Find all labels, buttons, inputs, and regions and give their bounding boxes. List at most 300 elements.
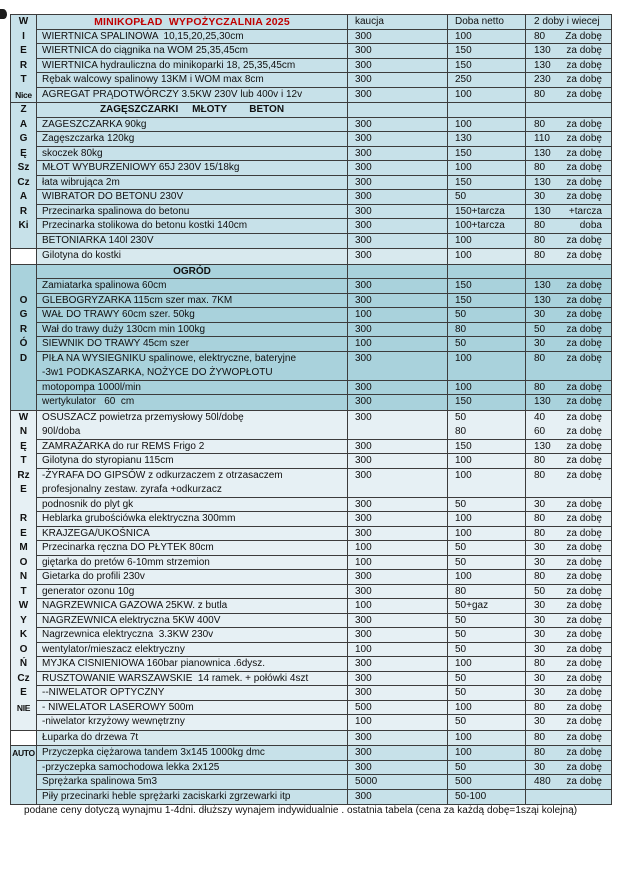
item-cell — [37, 279, 347, 294]
title-cell — [37, 15, 347, 30]
rate-line — [526, 790, 611, 805]
rate-line — [526, 279, 611, 294]
rate-line — [526, 672, 611, 687]
doba-cell — [447, 657, 525, 672]
rate-cell — [525, 30, 611, 45]
section-letter: Ki — [18, 220, 29, 231]
doba-value: 100 — [455, 352, 472, 364]
section-rows — [37, 411, 611, 730]
rate-line — [526, 73, 611, 88]
rate-unit: za dobę — [566, 761, 602, 773]
rate-cell — [525, 746, 611, 761]
rate-unit: za dobę — [566, 147, 602, 159]
section-label-wnetrze-remont-wykonczenie — [11, 411, 37, 730]
table-row — [37, 701, 611, 716]
item-text: Łuparka do drzewa 7t — [42, 731, 139, 743]
rate-cell — [525, 701, 611, 716]
rate-line — [526, 498, 611, 513]
kaucja-cell — [347, 761, 447, 776]
rate-value: 80 — [534, 469, 546, 481]
table-row — [37, 308, 611, 323]
item-cell — [37, 30, 347, 45]
item-text: WAŁ DO TRAWY 60cm szer. 50kg — [42, 309, 195, 320]
rate-value: 130 — [534, 440, 551, 452]
rate-line — [526, 614, 611, 629]
doba-value: 100 — [455, 30, 472, 42]
rate-unit: za dobę — [566, 352, 602, 364]
kaucja-value: 100 — [355, 716, 372, 727]
doba-value: 50 — [455, 643, 467, 655]
doba-cell — [447, 265, 525, 280]
rate-value: 30 — [534, 191, 546, 202]
doba-value: 50 — [455, 716, 467, 727]
rate-value: 480 — [534, 776, 551, 787]
rate-unit: za dobę — [566, 643, 602, 655]
doba-value: 150 — [455, 294, 472, 306]
doba-value: 100 — [455, 701, 472, 713]
rate-value: 30 — [534, 614, 546, 626]
kaucja-value: 100 — [355, 338, 372, 349]
doba-cell — [447, 352, 525, 381]
rate-unit: za dobę — [566, 556, 602, 568]
doba-cell — [447, 73, 525, 88]
rate-line — [526, 585, 611, 600]
rate-unit: za dobę — [566, 585, 602, 597]
doba-cell — [447, 527, 525, 542]
kaucja-value: 300 — [355, 118, 372, 130]
item-text: ZAMRAŻARKA do rur REMS Frigo 2 — [42, 440, 205, 452]
rate-unit: za dobę — [566, 629, 602, 640]
rate-value: 30 — [534, 338, 546, 349]
doba-value: 100 — [455, 513, 472, 524]
price-table — [10, 14, 612, 805]
section-letter: W — [18, 411, 29, 423]
table-row — [37, 411, 611, 440]
rate-unit: za dobę — [566, 614, 602, 626]
rate-line — [526, 512, 611, 527]
rate-unit: za dobę — [566, 118, 602, 130]
section-gilotyna-kostki — [11, 248, 611, 264]
table-row — [37, 132, 611, 147]
kaucja-cell — [347, 59, 447, 74]
rate-cell — [525, 775, 611, 790]
section-letter: Sz — [17, 162, 30, 173]
doba-value: 100 — [455, 469, 472, 481]
rate-cell — [525, 790, 611, 805]
item-text: Heblarka grubościówka elektryczna 300mm — [42, 513, 236, 524]
table-row — [37, 731, 611, 746]
rate-unit: za dobę — [566, 701, 602, 713]
kaucja-cell — [347, 205, 447, 220]
rate-cell — [525, 469, 611, 498]
doba-cell — [447, 731, 525, 746]
rate-value: 30 — [534, 629, 546, 640]
rate-cell — [525, 279, 611, 294]
doba-cell — [447, 556, 525, 571]
kaucja-value: 300 — [355, 672, 372, 684]
doba-value: 100 — [455, 658, 472, 669]
kaucja-cell — [347, 657, 447, 672]
item-text: GLEBOGRYZARKA 115cm szer max. 7KM — [42, 294, 233, 306]
rate-line — [526, 469, 611, 484]
rate-value: 80 — [534, 381, 546, 393]
kaucja-cell — [347, 161, 447, 176]
item-text: -ŻYRAFA DO GIPSÓW z odkurzaczem z otrzasaczem — [42, 469, 283, 481]
kaucja-cell — [347, 643, 447, 658]
rate-value: 80 — [534, 455, 546, 466]
rate-value: 30 — [534, 600, 546, 611]
item-cell — [37, 308, 347, 323]
rate-value: 80 — [534, 658, 546, 669]
rate-value: 130 — [534, 59, 551, 71]
item-text: --NIWELATOR OPTYCZNY — [42, 687, 165, 698]
rate-value: 50 — [534, 323, 546, 335]
kaucja-value: 300 — [355, 147, 372, 159]
rate-value: 80 — [534, 234, 546, 246]
rate-line — [526, 381, 611, 396]
table-row — [37, 30, 611, 45]
rate-value: 60 — [534, 426, 546, 437]
doba-cell — [447, 775, 525, 790]
item-text: -niwelator krzyżowy wewnętrzny — [42, 716, 185, 727]
doba-value: 150 — [455, 59, 472, 71]
section-letter — [11, 498, 36, 513]
kaucja-cell — [347, 103, 447, 118]
rate-cell — [525, 731, 611, 746]
rate-value: 110 — [534, 133, 550, 144]
section-label-wiertnice — [11, 15, 37, 102]
kaucja-cell — [347, 498, 447, 513]
kaucja-value: 300 — [355, 88, 372, 100]
kaucja-cell — [347, 746, 447, 761]
item-text: PIŁA NA WYSIEGNIKU spalinowe, elektryczne, bateryjne — [42, 352, 296, 364]
kaucja-value: 300 — [355, 687, 372, 698]
rate-line — [526, 746, 611, 761]
table-row — [37, 570, 611, 585]
rate-cell — [525, 527, 611, 542]
rate-cell — [525, 352, 611, 381]
rate-cell — [525, 249, 611, 264]
doba-cell — [447, 234, 525, 249]
doba-cell — [447, 205, 525, 220]
kaucja-value: 300 — [355, 220, 372, 231]
item-text: ZAGĘSZCZARKI MŁOTY BETON — [99, 104, 285, 115]
section-letter: E — [20, 527, 27, 539]
doba-cell — [447, 337, 525, 352]
rate-cell — [525, 219, 611, 234]
item-text: Rębak walcowy spalinowy 13KM i WOM max 8cm — [42, 74, 264, 85]
rate-cell — [525, 132, 611, 147]
section-letter: AUTO — [12, 748, 35, 758]
kaucja-value: 300 — [355, 513, 372, 524]
doba-value: 100 — [455, 250, 472, 261]
item-text: Zamiatarka spalinowa 60cm — [42, 280, 167, 291]
doba-value: 150 — [455, 396, 472, 407]
kaucja-value: 300 — [355, 585, 372, 597]
section-letter — [11, 279, 36, 294]
kaucja-cell — [347, 308, 447, 323]
rate-value: 80 — [534, 513, 546, 524]
rate-line — [526, 440, 611, 455]
rate-cell — [525, 73, 611, 88]
kaucja-value: 300 — [355, 162, 372, 173]
kaucja-value: 300 — [355, 571, 372, 582]
item-cell — [37, 337, 347, 352]
doba-value: 50+gaz — [455, 600, 489, 611]
section-letter: G — [19, 309, 28, 320]
rate-line — [526, 731, 611, 746]
doba-cell — [447, 219, 525, 234]
section-letter: Ó — [19, 338, 28, 349]
section-luparka — [11, 730, 611, 746]
table-row — [37, 498, 611, 513]
doba-cell — [447, 30, 525, 45]
doba-cell — [447, 279, 525, 294]
item-text: Przecinarka stolikowa do betonu kostki 140cm — [42, 220, 248, 231]
kaucja-value: 300 — [355, 790, 372, 802]
item-cell — [37, 147, 347, 162]
doba-cell — [447, 790, 525, 805]
section-letter — [11, 366, 36, 381]
rate-cell — [525, 265, 611, 280]
item-cell — [37, 265, 347, 280]
rate-unit: Za dobę — [565, 30, 602, 42]
doba-value: 100 — [455, 88, 472, 100]
section-letter: I — [22, 30, 25, 42]
scan-artifact — [0, 9, 7, 19]
rate-value: 30 — [534, 687, 546, 698]
kaucja-value: 300 — [355, 629, 372, 640]
rate-value: 80 — [534, 118, 546, 130]
rate-line — [526, 570, 611, 585]
rate-unit: za dobę — [566, 571, 602, 582]
item-cell — [37, 249, 347, 264]
rate-value: 130 — [534, 45, 551, 56]
rate-cell — [525, 88, 611, 103]
table-row — [37, 352, 611, 381]
kaucja-cell — [347, 541, 447, 556]
rate-cell — [525, 715, 611, 730]
kaucja-value: 300 — [355, 191, 372, 202]
item-text: Przyczepka ciężarowa tandem 3x145 1000kg dmc — [42, 747, 265, 758]
rate-cell — [525, 44, 611, 59]
doba-cell — [447, 570, 525, 585]
rate-unit: za dobę — [566, 88, 602, 100]
rate-unit: za dobę — [566, 294, 602, 306]
kaucja-cell — [347, 219, 447, 234]
rate-cell — [525, 570, 611, 585]
rate-cell — [525, 205, 611, 220]
section-letter: Rz — [17, 469, 30, 481]
item-cell — [37, 512, 347, 527]
table-row — [37, 628, 611, 643]
section-letter — [11, 395, 36, 410]
section-letter: T — [20, 455, 27, 466]
doba-value: 100 — [455, 571, 472, 582]
section-letter — [11, 715, 36, 730]
rate-line — [526, 118, 611, 133]
table-row — [37, 541, 611, 556]
kaucja-cell — [347, 44, 447, 59]
doba-value: 100 — [455, 527, 472, 539]
doba-cell — [447, 308, 525, 323]
kaucja-cell — [347, 527, 447, 542]
item-cell — [37, 118, 347, 133]
table-row — [37, 761, 611, 776]
rate-value: 130 — [534, 205, 551, 217]
kaucja-value: 300 — [355, 323, 372, 335]
kaucja-value: 5000 — [355, 776, 378, 787]
kaucja-value: 300 — [355, 74, 372, 85]
rate-value: 30 — [534, 716, 546, 727]
rate-value: 30 — [534, 672, 546, 684]
item-text: WIBRATOR DO BETONU 230V — [42, 191, 184, 202]
item-text: WIERTNICA hydrauliczna do minikoparki 18, 25,35,45cm — [42, 59, 296, 71]
rate-value: 130 — [534, 294, 551, 306]
item-cell — [37, 219, 347, 234]
rate-cell — [525, 103, 611, 118]
kaucja-value: 300 — [355, 469, 372, 481]
doba-value: 50 — [455, 556, 467, 568]
rate-unit: za dobę — [566, 672, 602, 684]
kaucja-value: 100 — [355, 643, 372, 655]
rate-unit: za dobę — [566, 396, 602, 407]
rate-line — [526, 395, 611, 410]
item-text: - NIWELATOR LASEROWY 500m — [42, 701, 194, 713]
doba-value: 50 — [455, 542, 467, 553]
table-row — [37, 176, 611, 191]
table-row — [37, 249, 611, 264]
rate-unit: za dobę — [566, 74, 602, 85]
kaucja-value: 300 — [355, 176, 372, 188]
doba-cell — [447, 686, 525, 701]
section-ogrod — [11, 264, 611, 410]
page-title: MINIKOPŁAD WYPOŻYCZALNIA 2025 — [94, 16, 290, 28]
kaucja-value: 300 — [355, 455, 372, 466]
kaucja-value: 300 — [355, 731, 372, 743]
kaucja-cell — [347, 249, 447, 264]
rate-unit: za dobę — [566, 600, 602, 611]
item-text: Piły przecinarki heble sprężarki zaciskarki zgrzewarki itp — [42, 790, 291, 802]
rate-unit: za dobę — [566, 280, 602, 291]
item-cell — [37, 701, 347, 716]
kaucja-cell — [347, 585, 447, 600]
footer-note: podane ceny dotyczą wynajmu 1-4dni. dłuższy wynajem indywidualnie . ostatnia tabela (cena za każdą dobę=1sząi kolejną) — [24, 805, 578, 816]
table-row — [37, 205, 611, 220]
rate-line — [526, 628, 611, 643]
rate-line — [526, 701, 611, 716]
item-text: RUSZTOWANIE WARSZAWSKIE 14 ramek. + połówki 4szt — [42, 672, 309, 684]
table-row — [37, 44, 611, 59]
doba-cell — [447, 161, 525, 176]
rate-line — [526, 219, 611, 234]
doba-cell — [447, 147, 525, 162]
item-cell — [37, 672, 347, 687]
doba-value: 80 — [455, 426, 467, 437]
item-text: skoczek 80kg — [42, 147, 103, 159]
item-text: Gietarka do profili 230v — [42, 571, 145, 582]
doba-value — [455, 265, 525, 280]
item-text: generator ozonu 10g — [42, 585, 135, 597]
doba-cell — [447, 512, 525, 527]
item-text: wentylator/mieszacz elektryczny — [42, 643, 185, 655]
item-text: OGRÓD — [173, 265, 211, 277]
rate-value: 40 — [534, 411, 546, 423]
rate-line — [526, 59, 611, 74]
rate-unit: za dobę — [566, 747, 602, 758]
kaucja-cell — [347, 381, 447, 396]
table-row — [37, 147, 611, 162]
item-cell — [37, 585, 347, 600]
rate-line — [526, 761, 611, 776]
item-cell — [37, 498, 347, 513]
rate-cell — [525, 395, 611, 410]
table-row — [37, 775, 611, 790]
kaucja-cell — [347, 570, 447, 585]
rate-value: 130 — [534, 280, 551, 291]
table-row — [37, 294, 611, 309]
rate-unit: za dobę — [566, 658, 602, 669]
rate-cell — [525, 512, 611, 527]
column-header-2doby — [525, 15, 611, 30]
rate-cell — [525, 161, 611, 176]
section-header-row — [37, 103, 611, 118]
section-letter: Ę — [20, 440, 27, 452]
section-letter: Cz — [17, 672, 30, 684]
section-letter: W — [18, 600, 29, 611]
rate-value: 80 — [534, 527, 546, 539]
rate-line — [526, 411, 611, 426]
section-letter: A — [19, 191, 28, 202]
rate-unit: za dobę — [566, 59, 602, 71]
rate-cell — [525, 294, 611, 309]
rate-unit: za dobę — [566, 716, 602, 727]
rate-line — [526, 425, 611, 440]
item-text: AGREGAT PRĄDOTWÓRCZY 3.5KW 230V lub 400v i 12v — [42, 88, 303, 100]
doba-value: 100 — [455, 234, 472, 246]
doba-cell — [447, 541, 525, 556]
rate-value: 80 — [534, 30, 546, 42]
doba-cell — [447, 176, 525, 191]
rate-cell — [525, 147, 611, 162]
item-text: Wał do trawy duży 130cm min 100kg — [42, 323, 206, 335]
section-rows — [37, 731, 611, 746]
doba-cell — [447, 585, 525, 600]
table-row — [37, 454, 611, 469]
section-letter: Nice — [15, 89, 32, 100]
rate-value: 230 — [534, 74, 551, 85]
item-text: NAGRZEWNICA elektryczna 5KW 400V — [42, 614, 221, 626]
section-letter — [11, 249, 36, 264]
table-row — [37, 512, 611, 527]
rate-value: 80 — [534, 162, 546, 173]
item-text: Przecinarka ręczna DO PŁYTEK 80cm — [42, 542, 214, 553]
table-row — [37, 715, 611, 730]
section-letter: E — [20, 45, 27, 56]
kaucja-cell — [347, 279, 447, 294]
rate-cell — [525, 440, 611, 455]
item-text: ZAGESZCZARKA 90kg — [42, 118, 147, 130]
rate-unit: za dobę — [566, 234, 602, 246]
kaucja-cell — [347, 73, 447, 88]
column-header-label: 2 doby i wiecej — [534, 16, 600, 27]
kaucja-cell — [347, 775, 447, 790]
section-letter: NIE — [16, 702, 31, 713]
table-row — [37, 599, 611, 614]
rate-line — [526, 103, 611, 118]
kaucja-cell — [347, 440, 447, 455]
item-cell — [37, 775, 347, 790]
